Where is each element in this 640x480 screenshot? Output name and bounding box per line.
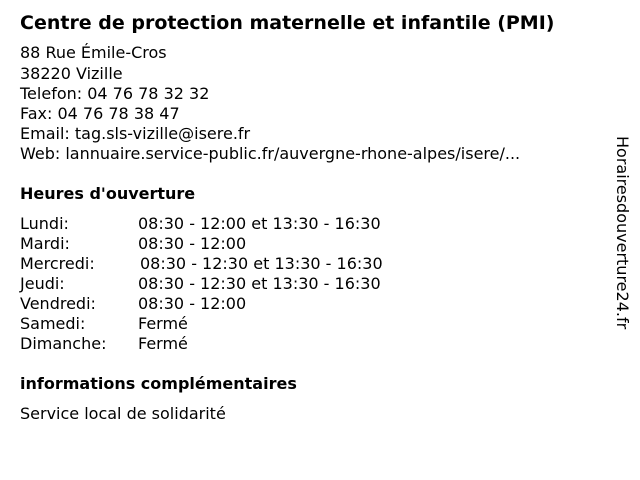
additional-info-text: Service local de solidarité bbox=[20, 404, 226, 423]
day-label: Samedi: bbox=[20, 314, 86, 333]
website-link[interactable]: Web: lannuaire.service-public.fr/auvergne-rhone-alpes/isere/... bbox=[20, 144, 521, 163]
day-label: Dimanche: bbox=[20, 334, 107, 353]
time-value: 08:30 - 12:30 et 13:30 - 16:30 bbox=[140, 254, 383, 273]
address-street: 88 Rue Émile-Cros bbox=[20, 43, 167, 62]
day-label: Vendredi: bbox=[20, 294, 96, 313]
day-label: Mardi: bbox=[20, 234, 70, 253]
day-label: Lundi: bbox=[20, 214, 69, 233]
fax-number: Fax: 04 76 78 38 47 bbox=[20, 104, 180, 123]
time-value: Fermé bbox=[138, 334, 188, 353]
time-value: 08:30 - 12:00 bbox=[138, 294, 247, 313]
additional-info-heading: informations complémentaires bbox=[20, 374, 297, 393]
page-title: Centre de protection maternelle et infantile (PMI) bbox=[20, 12, 555, 34]
address-city: 38220 Vizille bbox=[20, 64, 123, 83]
day-label: Mercredi: bbox=[20, 254, 95, 273]
time-value: 08:30 - 12:00 et 13:30 - 16:30 bbox=[138, 214, 381, 233]
phone-number: Telefon: 04 76 78 32 32 bbox=[20, 84, 210, 103]
opening-hours-heading: Heures d'ouverture bbox=[20, 184, 196, 203]
time-value: Fermé bbox=[138, 314, 188, 333]
email-address: Email: tag.sls-vizille@isere.fr bbox=[20, 124, 251, 143]
site-brand-watermark: Horairesdouverture24.fr bbox=[613, 136, 632, 330]
time-value: 08:30 - 12:00 bbox=[138, 234, 247, 253]
day-label: Jeudi: bbox=[20, 274, 65, 293]
time-value: 08:30 - 12:30 et 13:30 - 16:30 bbox=[138, 274, 381, 293]
